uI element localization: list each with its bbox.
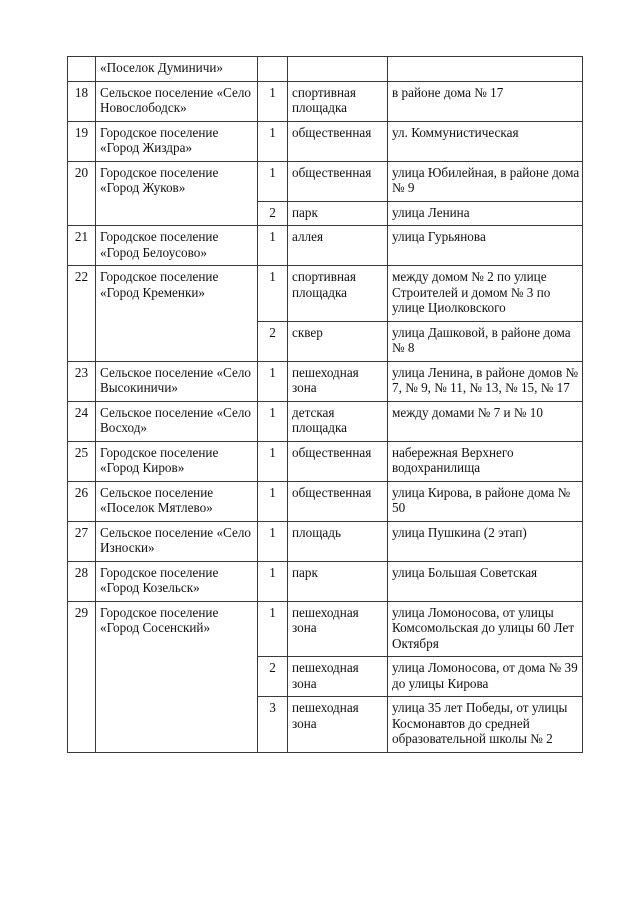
settlement-name: Городское поселение «Город Кременки»	[96, 266, 258, 362]
object-type: пешеходная зона	[288, 601, 388, 657]
row-number: 24	[68, 401, 96, 441]
table-row	[68, 441, 583, 481]
table-row	[68, 266, 583, 322]
table-row	[68, 57, 583, 82]
settlement-name: Сельское поселение «Село Новослободск»	[96, 81, 258, 121]
table-row	[68, 521, 583, 561]
object-type	[288, 57, 388, 82]
settlement-name: Сельское поселение «Село Восход»	[96, 401, 258, 441]
row-number: 28	[68, 561, 96, 601]
settlement-name: Сельское поселение «Поселок Мятлево»	[96, 481, 258, 521]
table-row	[68, 361, 583, 401]
object-type: парк	[288, 201, 388, 226]
object-address: между домом № 2 по улице Строителей и домом № 3 по улице Циолковского	[388, 266, 583, 322]
settlement-name: Городское поселение «Город Киров»	[96, 441, 258, 481]
object-count: 1	[258, 361, 288, 401]
object-count: 3	[258, 697, 288, 753]
row-number: 27	[68, 521, 96, 561]
table-row	[68, 601, 583, 657]
object-count: 1	[258, 226, 288, 266]
object-address: улица Кирова, в районе дома № 50	[388, 481, 583, 521]
object-count: 1	[258, 401, 288, 441]
object-address: улица Ломоносова, от улицы Комсомольская до улицы 60 Лет Октября	[388, 601, 583, 657]
object-address: улица Юбилейная, в районе дома № 9	[388, 161, 583, 201]
row-number: 20	[68, 161, 96, 226]
row-number: 21	[68, 226, 96, 266]
table-row	[68, 561, 583, 601]
table-row	[68, 161, 583, 201]
settlement-name: Сельское поселение «Село Износки»	[96, 521, 258, 561]
object-type: общественная	[288, 121, 388, 161]
table-row	[68, 401, 583, 441]
settlement-name: Городское поселение «Город Жиздра»	[96, 121, 258, 161]
object-count: 1	[258, 481, 288, 521]
object-count: 2	[258, 321, 288, 361]
territories-table	[67, 56, 583, 753]
object-type: пешеходная зона	[288, 361, 388, 401]
object-type: пешеходная зона	[288, 697, 388, 753]
object-count: 1	[258, 601, 288, 657]
settlement-name: Городское поселение «Город Козельск»	[96, 561, 258, 601]
object-count: 1	[258, 121, 288, 161]
row-number: 23	[68, 361, 96, 401]
object-address: ул. Коммунистическая	[388, 121, 583, 161]
row-number: 26	[68, 481, 96, 521]
object-address: в районе дома № 17	[388, 81, 583, 121]
settlement-name: Сельское поселение «Село Высокиничи»	[96, 361, 258, 401]
table-row	[68, 121, 583, 161]
object-type: общественная	[288, 481, 388, 521]
object-count: 1	[258, 81, 288, 121]
object-type: общественная	[288, 441, 388, 481]
settlement-name: Городское поселение «Город Сосенский»	[96, 601, 258, 752]
object-count: 2	[258, 657, 288, 697]
row-number	[68, 57, 96, 82]
row-number: 22	[68, 266, 96, 362]
table-row	[68, 226, 583, 266]
object-address: улица 35 лет Победы, от улицы Космонавтов до средней образовательной школы № 2	[388, 697, 583, 753]
object-type: сквер	[288, 321, 388, 361]
object-address: улица Ломоносова, от дома № 39 до улицы Кирова	[388, 657, 583, 697]
object-address: улица Пушкина (2 этап)	[388, 521, 583, 561]
object-count: 1	[258, 161, 288, 201]
object-count: 1	[258, 521, 288, 561]
table-row	[68, 481, 583, 521]
object-address: улица Большая Советская	[388, 561, 583, 601]
row-number: 29	[68, 601, 96, 752]
object-count: 1	[258, 441, 288, 481]
object-type: площадь	[288, 521, 388, 561]
object-address: между домами № 7 и № 10	[388, 401, 583, 441]
object-count: 1	[258, 561, 288, 601]
object-address: улица Ленина	[388, 201, 583, 226]
object-count	[258, 57, 288, 82]
object-address: улица Ленина, в районе домов № 7, № 9, № 11, № 13, № 15, № 17	[388, 361, 583, 401]
settlement-name: Городское поселение «Город Белоусово»	[96, 226, 258, 266]
object-count: 1	[258, 266, 288, 322]
object-type: аллея	[288, 226, 388, 266]
object-type: спортивная площадка	[288, 81, 388, 121]
object-type: пешеходная зона	[288, 657, 388, 697]
table-row	[68, 81, 583, 121]
row-number: 19	[68, 121, 96, 161]
object-address: улица Дашковой, в районе дома № 8	[388, 321, 583, 361]
row-number: 18	[68, 81, 96, 121]
object-type: спортивная площадка	[288, 266, 388, 322]
row-number: 25	[68, 441, 96, 481]
settlement-name: Городское поселение «Город Жуков»	[96, 161, 258, 226]
object-address	[388, 57, 583, 82]
object-address: улица Гурьянова	[388, 226, 583, 266]
object-address: набережная Верхнего водохранилища	[388, 441, 583, 481]
object-type: парк	[288, 561, 388, 601]
object-type: детская площадка	[288, 401, 388, 441]
object-count: 2	[258, 201, 288, 226]
object-type: общественная	[288, 161, 388, 201]
settlement-name: «Поселок Думиничи»	[96, 57, 258, 82]
